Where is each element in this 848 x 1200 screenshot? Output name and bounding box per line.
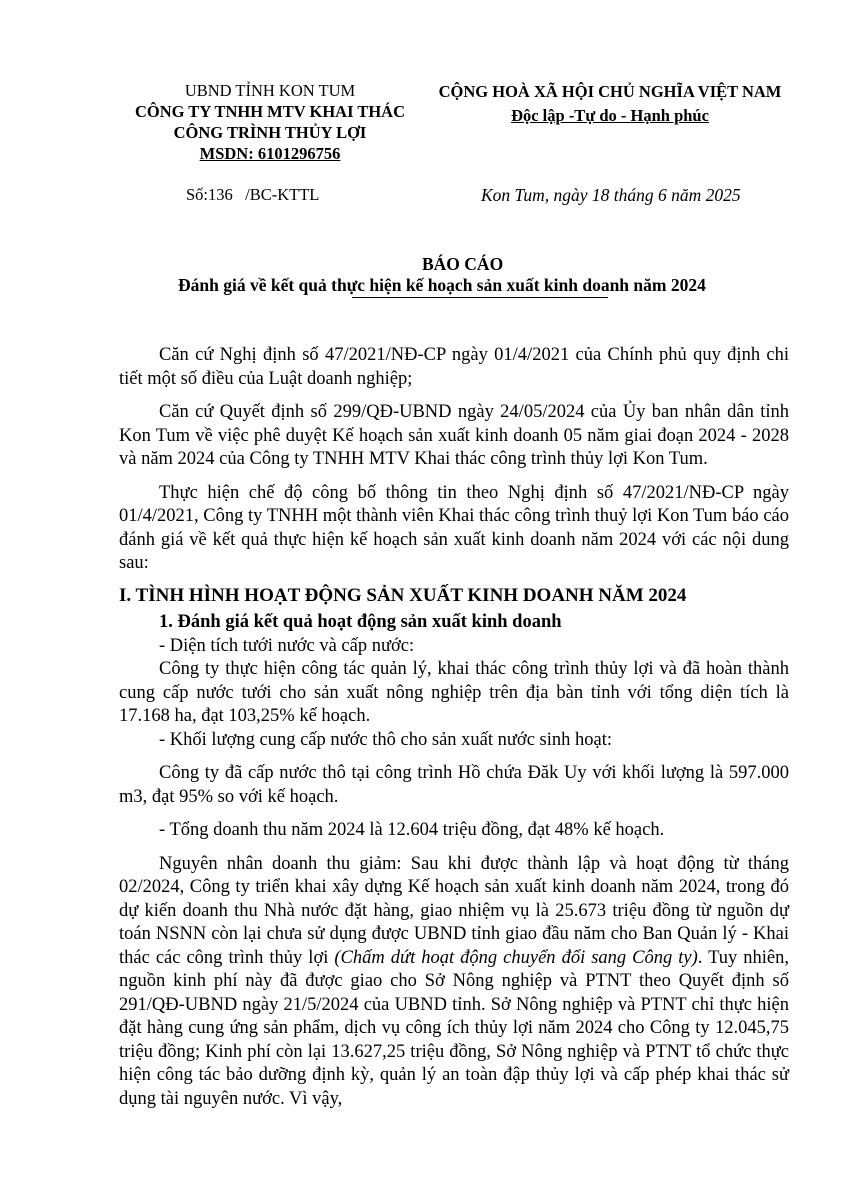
report-body xyxy=(119,344,789,1111)
paragraph-legal-basis-1: Căn cứ Nghị định số 47/2021/NĐ-CP ngày 01/4/2021 của Chính phủ quy định chi tiết một số điều của Luật doanh nghiệp; xyxy=(119,345,789,389)
document-number: Số:136 /BC-KTTL xyxy=(186,185,320,204)
revenue-reason-italic-note: (Chấm dứt hoạt động chuyển đổi sang Công ty) xyxy=(334,947,698,968)
revenue-reason-part2: . Tuy nhiên, nguồn kinh phí này đã được giao cho Sở Nông nghiệp và PTNT theo Quyết định số 291/QĐ-UBND ngày 21/5/2024 của UBND tỉnh. Sở Nông nghiệp và PTNT chỉ thực hiện đặt hàng cung ứng sản phẩm, dịch vụ công ích thủy lợi năm 2024 cho Công ty 12.045,75 triệu đồng; Kinh phí còn lại 13.627,25 triệu đồng, Sở Nông nghiệp và PTNT tổ chức thực hiện công tác bảo dưỡng định kỳ, quản lý an toàn đập thủy lợi và cấp phép khai thác sử dụng tài nguyên nước. Vì vậy, xyxy=(119,947,789,1109)
national-title: CỘNG HOÀ XÃ HỘI CHỦ NGHĨA VIỆT NAM xyxy=(438,82,782,101)
report-title: BÁO CÁO xyxy=(422,254,504,274)
revenue-reason-part1: Nguyên nhân doanh thu giảm: Sau khi được thành lập và hoạt động từ tháng 02/2024, Công ty triển khai xây dựng Kế hoạch sản xuất kinh doanh năm 2024, trong đó dự kiến doanh thu Nhà nước đặt hàng, giao nhiệm vụ là 25.673 triệu đồng từ nguồn dự toán NSNN còn lại chưa sử dụng được UBND tỉnh giao đầu năm cho Ban Quản lý - Khai thác các công trình thủy lợi xyxy=(119,853,789,968)
paragraph-irrigation: Công ty thực hiện công tác quản lý, khai thác công trình thủy lợi và đã hoàn thành cung cấp nước tưới cho sản xuất nông nghiệp trên địa bàn tỉnh với tổng diện tích là 17.168 ha, đạt 103,25% kế hoạch. xyxy=(119,659,789,726)
report-subtitle: Đánh giá về kết quả thực hiện kế hoạch sản xuất kinh doanh năm 2024 xyxy=(178,275,706,295)
national-motto-block xyxy=(415,80,805,128)
bullet-raw-water: - Khối lượng cung cấp nước thô cho sản xuất nước sinh hoạt: xyxy=(159,729,612,750)
issuer-authority: UBND TỈNH KON TUM xyxy=(184,81,356,100)
issuer-block xyxy=(100,80,440,164)
paragraph-intro: Thực hiện chế độ công bố thông tin theo Nghị định số 47/2021/NĐ-CP ngày 01/4/2021, Công ty TNHH một thành viên Khai thác công trình thuỷ lợi Kon Tum báo cáo đánh giá về kết quả thực hiện kế hoạch sản xuất kinh doanh năm 2024 với các nội dung sau: xyxy=(119,482,789,573)
issuer-tax-code: MSDN: 6101296756 xyxy=(199,144,341,163)
paragraph-legal-basis-2: Căn cứ Quyết định số 299/QĐ-UBND ngày 24/05/2024 của Ủy ban nhân dân tỉnh Kon Tum về việc phê duyệt Kế hoạch sản xuất kinh doanh 05 năm giai đoạn 2024 - 2028 và năm 2024 của Công ty TNHH MTV Khai thác công trình thủy lợi Kon Tum. xyxy=(119,402,789,469)
place-date: Kon Tum, ngày 18 tháng 6 năm 2025 xyxy=(481,185,741,205)
title-underline xyxy=(352,297,608,298)
paragraph-raw-water: Công ty đã cấp nước thô tại công trình Hồ chứa Đăk Uy với khối lượng là 597.000 m3, đạt 95% so với kế hoạch. xyxy=(119,763,789,807)
bullet-irrigation-area: - Diện tích tưới nước và cấp nước: xyxy=(159,635,415,656)
bullet-revenue: - Tổng doanh thu năm 2024 là 12.604 triệu đồng, đạt 48% kế hoạch. xyxy=(159,820,665,840)
section-heading-1: I. TÌNH HÌNH HOẠT ĐỘNG SẢN XUẤT KINH DOANH NĂM 2024 xyxy=(119,584,687,606)
issuer-company-line2: CÔNG TRÌNH THỦY LỢI xyxy=(173,123,367,142)
issuer-company-line1: CÔNG TY TNHH MTV KHAI THÁC xyxy=(134,102,405,121)
national-motto: Độc lập -Tự do - Hạnh phúc xyxy=(511,106,709,125)
subsection-heading-1: 1. Đánh giá kết quả hoạt động sản xuất kinh doanh xyxy=(159,612,562,632)
paragraph-revenue-reason xyxy=(119,853,789,1112)
